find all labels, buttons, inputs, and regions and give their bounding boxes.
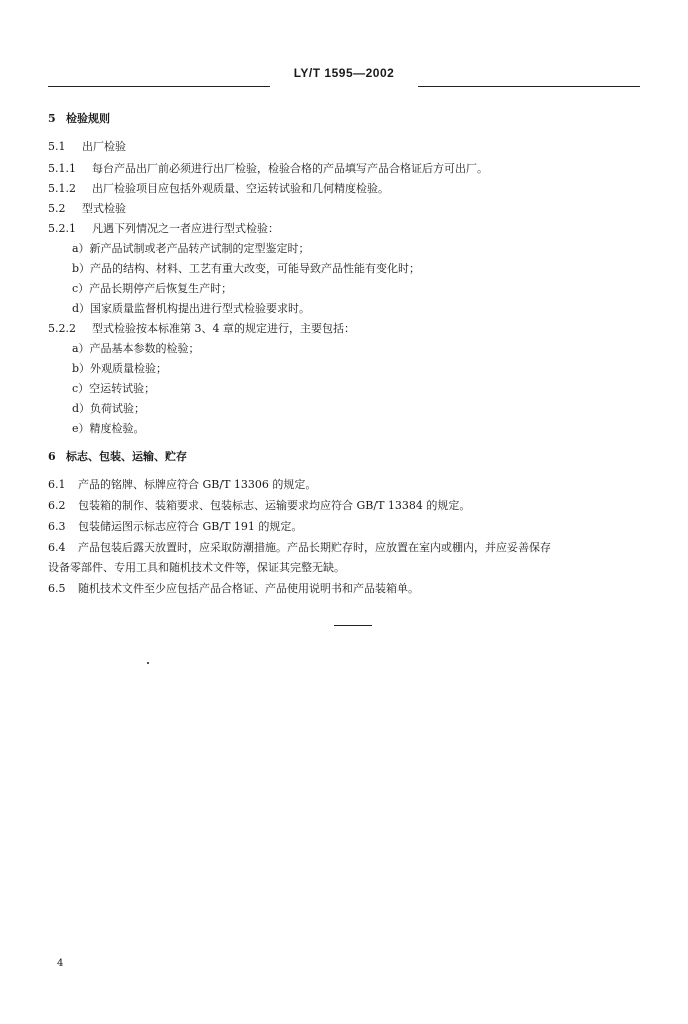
clause-5-2-2: [48, 322, 355, 336]
clause-5-2-1: [48, 222, 279, 236]
clause-text: 产品的铭牌、标牌应符合 GB/T 13306 的规定。: [78, 478, 317, 491]
list-item: e）精度检验。: [72, 422, 145, 435]
clause-number: 5.1.2: [48, 182, 76, 195]
section-title: 检验规则: [66, 112, 110, 125]
page-number: 4: [57, 958, 64, 969]
clause-6-1: [48, 478, 316, 492]
clause-text: 型式检验按本标准第 3、4 章的规定进行，主要包括：: [92, 322, 355, 335]
list-item: c）产品长期停产后恢复生产时；: [72, 282, 233, 295]
section-number: 6: [48, 450, 56, 463]
section-5-1-heading: [48, 140, 126, 154]
list-item: c）空运转试验；: [72, 382, 156, 395]
list-item: b）产品的结构、材料、工艺有重大改变，可能导致产品性能有变化时；: [72, 262, 421, 275]
standard-code: LY/T 1595—2002: [293, 66, 395, 80]
list-item: b）外观质量检验；: [72, 362, 168, 375]
scan-speck: [147, 662, 149, 664]
clause-number: 5.2.2: [48, 322, 76, 335]
header-rule-left: [48, 86, 270, 87]
clause-6-4-continued: 设备零部件、专用工具和随机技术文件等，保证其完整无缺。: [48, 561, 345, 574]
end-of-text-rule: [334, 625, 372, 626]
section-title: 出厂检验: [82, 140, 126, 153]
clause-text: 随机技术文件至少应包括产品合格证、产品使用说明书和产品装箱单。: [78, 582, 419, 595]
clause-6-4: [48, 541, 551, 555]
clause-number: 5.1.1: [48, 162, 76, 175]
section-6-heading: [48, 450, 187, 464]
section-number: 5.1: [48, 140, 66, 153]
clause-6-5: [48, 582, 419, 596]
section-5-2-heading: [48, 202, 126, 216]
clause-text: 每台产品出厂前必须进行出厂检验，检验合格的产品填写产品合格证后方可出厂。: [92, 162, 488, 175]
list-item: a）产品基本参数的检验；: [72, 342, 200, 355]
list-item: d）国家质量监督机构提出进行型式检验要求时。: [72, 302, 311, 315]
section-number: 5: [48, 112, 56, 125]
clause-6-3: [48, 520, 302, 534]
section-5-heading: [48, 112, 110, 126]
clause-5-1-1: [48, 162, 488, 176]
header-rule-right: [418, 86, 640, 87]
clause-number: 6.2: [48, 499, 66, 512]
section-number: 5.2: [48, 202, 66, 215]
clause-text: 出厂检验项目应包括外观质量、空运转试验和几何精度检验。: [92, 182, 389, 195]
clause-text: 包装储运图示标志应符合 GB/T 191 的规定。: [78, 520, 303, 533]
clause-text: 产品包装后露天放置时，应采取防潮措施。产品长期贮存时，应放置在室内或棚内，并应妥善保存: [78, 541, 551, 554]
clause-5-1-2: [48, 182, 389, 196]
clause-6-2: [48, 499, 470, 513]
clause-text: 包装箱的制作、装箱要求、包装标志、运输要求均应符合 GB/T 13384 的规定。: [78, 499, 471, 512]
clause-number: 6.4: [48, 541, 66, 554]
clause-number: 6.3: [48, 520, 66, 533]
list-item: d）负荷试验；: [72, 402, 146, 415]
section-title: 标志、包装、运输、贮存: [66, 450, 187, 463]
clause-number: 6.1: [48, 478, 66, 491]
list-item: a）新产品试制或老产品转产试制的定型鉴定时；: [72, 242, 310, 255]
clause-number: 5.2.1: [48, 222, 76, 235]
clause-number: 6.5: [48, 582, 66, 595]
section-title: 型式检验: [82, 202, 126, 215]
clause-text: 凡遇下列情况之一者应进行型式检验：: [92, 222, 279, 235]
